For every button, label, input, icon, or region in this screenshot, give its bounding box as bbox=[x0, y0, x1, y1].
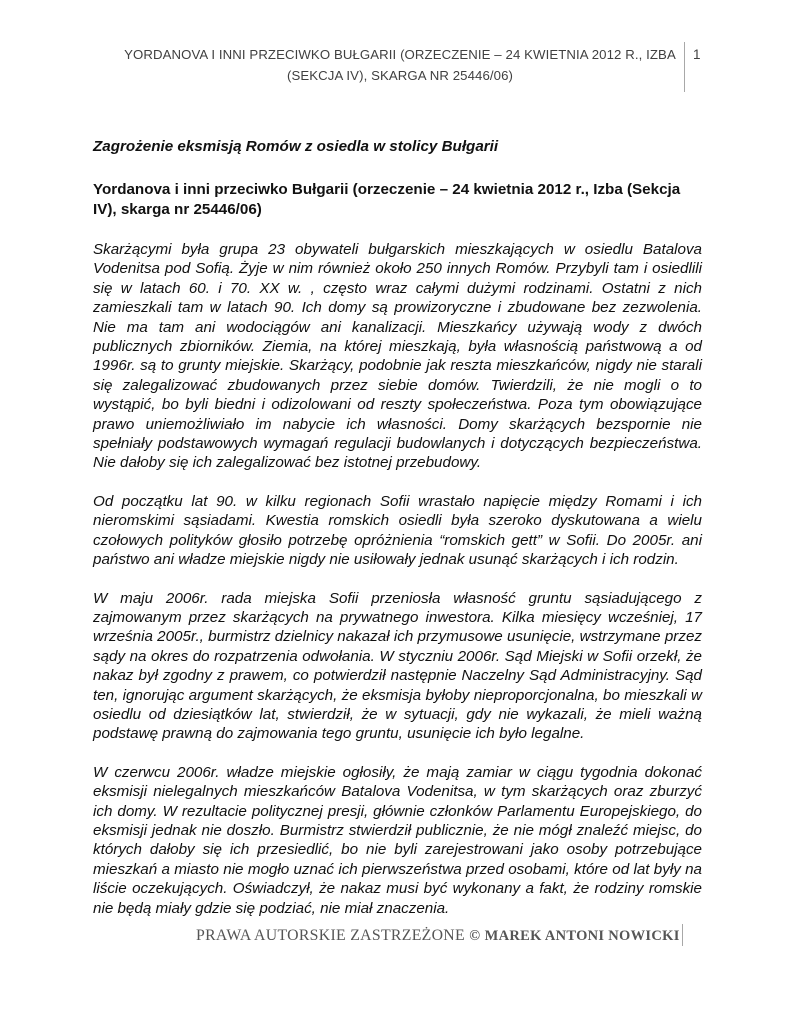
header-line-2: (SEKCJA IV), SKARGA NR 25446/06) bbox=[286, 68, 513, 83]
paragraph-4: W czerwcu 2006r. władze miejskie ogłosiły, że mają zamiar w ciągu tygodnia dokonać eksmisji nielegalnych mieszkańców Batalova Vodenitsa, w tym skarżących oraz zburzyć ich domy. W rezultacie politycznej presji, głównie członków Parlamentu Europejskiego, do eksmisji jednak nie doszło. Burmistrz stwierdził publicznie, że nie mógł znaleźć miejsc, do których dałoby się ich przesiedlić, bo nie byli zarejestrowani jako osoby potrzebujące mieszkań a miasto nie mogło uznać ich pierwszeństwa przed osobami, które od lat były na liście oczekujących. Oświadczył, że nakaz musi być wykonany a fakt, że rodziny romskie nie będą miały gdzie się podziać, nie miał znaczenia. bbox=[93, 763, 702, 917]
document-body bbox=[93, 137, 702, 918]
footer-author: MAREK ANTONI NOWICKI bbox=[484, 928, 680, 944]
paragraph-3: W maju 2006r. rada miejska Sofii przeniosła własność gruntu sąsiadującego z zajmowanym przez skarżących na prywatnego inwestora. Kilka miesięcy wcześniej, 17 września 2005r., burmistrz dzielnicy nakazał ich przymusowe usunięcie, wstrzymane przez sądy na okres do rozpatrzenia odwołania. W styczniu 2006r. Sąd Miejski w Sofii orzekł, że nakaz był zgodny z prawem, co potwierdził następnie Naczelny Sąd Administracyjny. Sąd ten, ignorując argument skarżących, że eksmisja byłoby nieproporcjonalna, bo mieszkali w osiedlu od dziesiątków lat, stwierdził, że w sytuacji, gdy nie wykazali, że mieli ważną podstawę prawną do zajmowania tego gruntu, usunięcie ich było legalne. bbox=[93, 589, 702, 743]
page-footer bbox=[196, 927, 680, 945]
header-divider bbox=[684, 42, 685, 92]
footer-rights-text: PRAWA AUTORSKIE ZASTRZEŻONE bbox=[196, 927, 465, 944]
running-header bbox=[120, 44, 680, 86]
header-line-1: YORDANOVA I INNI PRZECIWKO BUŁGARII (ORZECZENIE – 24 KWIETNIA 2012 R., IZBA bbox=[124, 47, 676, 62]
document-title: Zagrożenie eksmisją Romów z osiedla w stolicy Bułgarii bbox=[93, 138, 499, 155]
copyright-symbol: © bbox=[469, 928, 481, 944]
page-number: 1 bbox=[693, 47, 701, 62]
case-title: Yordanova i inni przeciwko Bułgarii (orzeczenie – 24 kwietnia 2012 r., Izba (Sekcja IV), skarga nr 25446/06) bbox=[93, 181, 681, 218]
footer-divider bbox=[682, 924, 683, 946]
paragraph-2: Od początku lat 90. w kilku regionach Sofii wrastało napięcie między Romami i ich nieromskimi sąsiadami. Kwestia romskich osiedli była szeroko dyskutowana a wielu czołowych polityków głosiło potrzebę opróżnienia “romskich gett” w Sofii. Do 2005r. ani państwo ani władze miejskie nigdy nie usiłowały jednak usunąć skarżących i ich rodzin. bbox=[93, 492, 702, 569]
paragraph-1: Skarżącymi była grupa 23 obywateli bułgarskich mieszkających w osiedlu Batalova Vodenitsa pod Sofią. Żyje w nim również około 250 innych Romów. Przybyli tam i osiedlili się w latach 60. i 70. XX w. , często wraz całymi dużymi rodzinami. Ostatni z nich zamieszkali tam w latach 90. Ich domy są prowizoryczne i zbudowane bez zezwolenia. Nie ma tam ani wodociągów ani kanalizacji. Mieszkańcy używają wody z dwóch publicznych zbiorników. Ziemia, na której mieszkają, była własnością państwową a od 1996r. są to grunty miejskie. Skarżący, podobnie jak reszta mieszkańców, nigdy nie starali się zalegalizować zbudowanych przez siebie domów. Twierdzili, że nie mogli o to wystąpić, bo byli biedni i odizolowani od reszty społeczeństwa. Poza tym obowiązujące prawo uniemożliwiało im nabycie ich własności. Domy skarżących bezspornie nie spełniały podstawowych wymagań regulacji budowlanych i dotyczących bezpieczeństwa. Nie dałoby się ich zalegalizować bez istotnej przebudowy. bbox=[93, 241, 702, 472]
